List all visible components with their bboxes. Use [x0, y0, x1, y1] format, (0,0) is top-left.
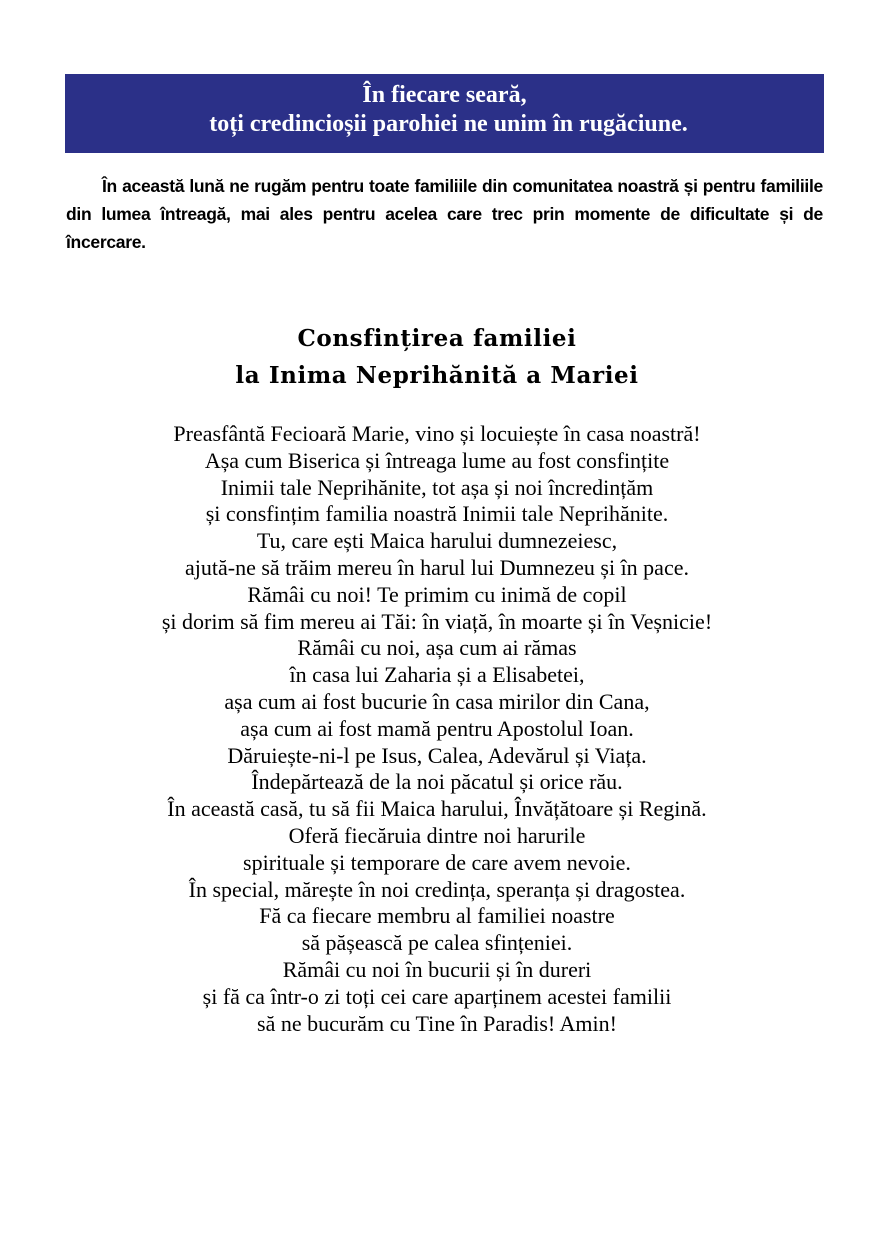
- prayer-line: să pășească pe calea sfințeniei.: [301, 930, 573, 956]
- prayer-line: Dăruiește-ni-l pe Isus, Calea, Adevărul și Viața.: [227, 742, 647, 768]
- prayer-line: ajută-ne să trăim mereu în harul lui Dumnezeu și în pace.: [185, 554, 689, 580]
- prayer-text: [0, 421, 874, 1037]
- prayer-line: Rămâi cu noi, așa cum ai rămas: [297, 635, 577, 661]
- prayer-line: Îndepărtează de la noi păcatul și orice rău.: [251, 769, 623, 795]
- prayer-line: Așa cum Biserica și întreaga lume au fost consfințite: [204, 447, 670, 473]
- prayer-line: Rămâi cu noi! Te primim cu inimă de copil: [247, 581, 627, 607]
- prayer-line: În această casă, tu să fii Maica harului, Învățătoare și Regină.: [167, 796, 707, 822]
- prayer-line: Tu, care ești Maica harului dumnezeiesc,: [256, 528, 618, 554]
- banner-line-2: toți credincioșii parohiei ne unim în rugăciune.: [209, 111, 688, 137]
- prayer-line: și fă ca într-o zi toți cei care aparținem acestei familii: [202, 983, 672, 1009]
- intro-text: În această lună ne rugăm pentru toate familiile din comunitatea noastră și pentru familiile din lumea întreagă, mai ales pentru acelea care trec prin momente de dificultate și de încercare.: [66, 176, 823, 252]
- prayer-line: Inimii tale Neprihănite, tot așa și noi încredințăm: [220, 474, 654, 500]
- prayer-line: Rămâi cu noi în bucurii și în dureri: [282, 956, 592, 982]
- prayer-line: să ne bucurăm cu Tine în Paradis! Amin!: [257, 1010, 617, 1036]
- prayer-title: [0, 320, 874, 394]
- prayer-line: și dorim să fim mereu ai Tăi: în viață, în moarte și în Veșnicie!: [161, 608, 713, 634]
- prayer-line: Oferă fiecăruia dintre noi harurile: [288, 822, 586, 848]
- title-line-1: Consfințirea familiei: [297, 325, 577, 352]
- banner-line-1: În fiecare seară,: [362, 82, 527, 108]
- title-line-2: la Inima Neprihănită a Mariei: [235, 362, 639, 389]
- prayer-line: în casa lui Zaharia și a Elisabetei,: [289, 662, 585, 688]
- prayer-line: așa cum ai fost mamă pentru Apostolul Ioan.: [240, 715, 634, 741]
- prayer-line: Fă ca fiecare membru al familiei noastre: [259, 903, 615, 929]
- intro-paragraph: [66, 172, 823, 256]
- prayer-line: așa cum ai fost bucurie în casa mirilor din Cana,: [224, 688, 650, 714]
- prayer-line: spirituale și temporare de care avem nevoie.: [243, 849, 631, 875]
- prayer-line: și consfințim familia noastră Inimii tale Neprihănite.: [205, 501, 669, 527]
- header-banner: [65, 74, 824, 153]
- prayer-line: Preasfântă Fecioară Marie, vino și locuiește în casa noastră!: [173, 421, 701, 446]
- prayer-line: În special, mărește în noi credința, speranța și dragostea.: [188, 876, 686, 902]
